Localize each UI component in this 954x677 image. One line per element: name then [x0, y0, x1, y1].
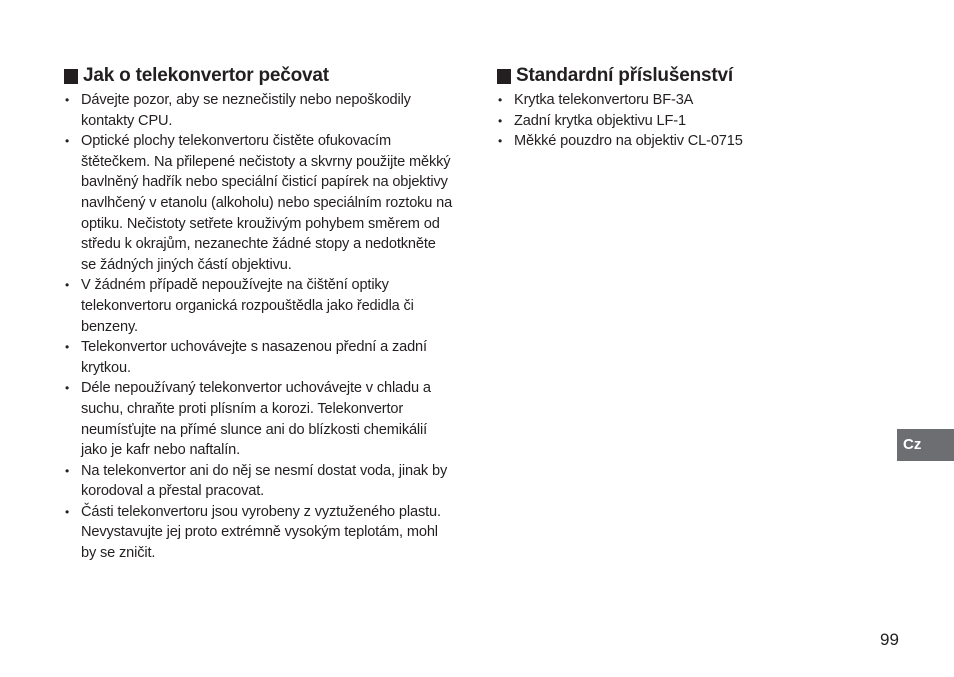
accessories-title: Standardní příslušenství: [516, 65, 733, 86]
bullet-icon: •: [65, 381, 70, 396]
list-item: • Déle nepoužívaný telekonvertor uchovávejte v chladu a suchu, chraňte proti plísním a korozi. Telekonvertor neumísťujte na přímé slunce ani do blízkosti chemikálií jako je kafr nebo naftalín.: [65, 380, 431, 459]
list-item: • Krytka telekonvertoru BF-3A: [497, 90, 837, 111]
bullet-icon: •: [65, 278, 70, 293]
page-number: 99: [880, 630, 899, 649]
list-item: • V žádném případě nepoužívejte na čištění optiky telekonvertoru organická rozpouštědla jako ředidla či benzeny.: [65, 277, 414, 335]
list-item: • Části telekonvertoru jsou vyrobeny z vyztuženého plastu. Nevystavujte jej proto extrémně vysokým teplotám, mohl by se zničit.: [65, 503, 441, 562]
list-item: • Zadní krytka objektivu LF-1: [497, 111, 837, 132]
list-item: • Optické plochy telekonvertoru čistěte ofukovacím štětečkem. Na přilepené nečistoty a skvrny použijte měkký bavlněný hadřík nebo speciální čisticí papírek na objektivy navlhčený v etanolu (alkoholu) nebo speciálním roztoku na optiku. Nečistoty setřete krouživým pohybem směrem od středu k okrajům, nezanechte žádné stopy a nedotkněte se žádných jiných částí objektivu.: [65, 133, 453, 273]
bullet-icon: •: [65, 134, 70, 149]
list-item: • Měkké pouzdro na objektiv CL-0715: [497, 131, 837, 152]
bullet-icon: •: [65, 504, 70, 519]
heading-square-icon: [497, 69, 511, 84]
accessories-heading: [497, 64, 837, 88]
language-tab: Cz: [897, 429, 954, 461]
care-section: [64, 64, 454, 564]
list-item: • Dávejte pozor, aby se neznečistily nebo nepoškodily kontakty CPU.: [65, 92, 411, 129]
list-item: • Na telekonvertor ani do něj se nesmí dostat voda, jinak by korodoval a přestal pracovat.: [65, 462, 448, 500]
accessories-list: [497, 90, 837, 152]
care-list: [64, 90, 454, 564]
bullet-icon: •: [65, 463, 70, 478]
bullet-icon: •: [498, 134, 503, 149]
bullet-icon: •: [498, 93, 503, 107]
heading-square-icon: [64, 69, 78, 84]
bullet-icon: •: [498, 113, 503, 128]
list-item: • Telekonvertor uchovávejte s nasazenou přední a zadní krytkou.: [65, 339, 427, 376]
accessories-section: [497, 64, 837, 152]
care-heading: [64, 64, 454, 88]
bullet-icon: •: [65, 340, 70, 355]
care-title: Jak o telekonvertor pečovat: [83, 65, 329, 86]
bullet-icon: •: [65, 93, 70, 107]
